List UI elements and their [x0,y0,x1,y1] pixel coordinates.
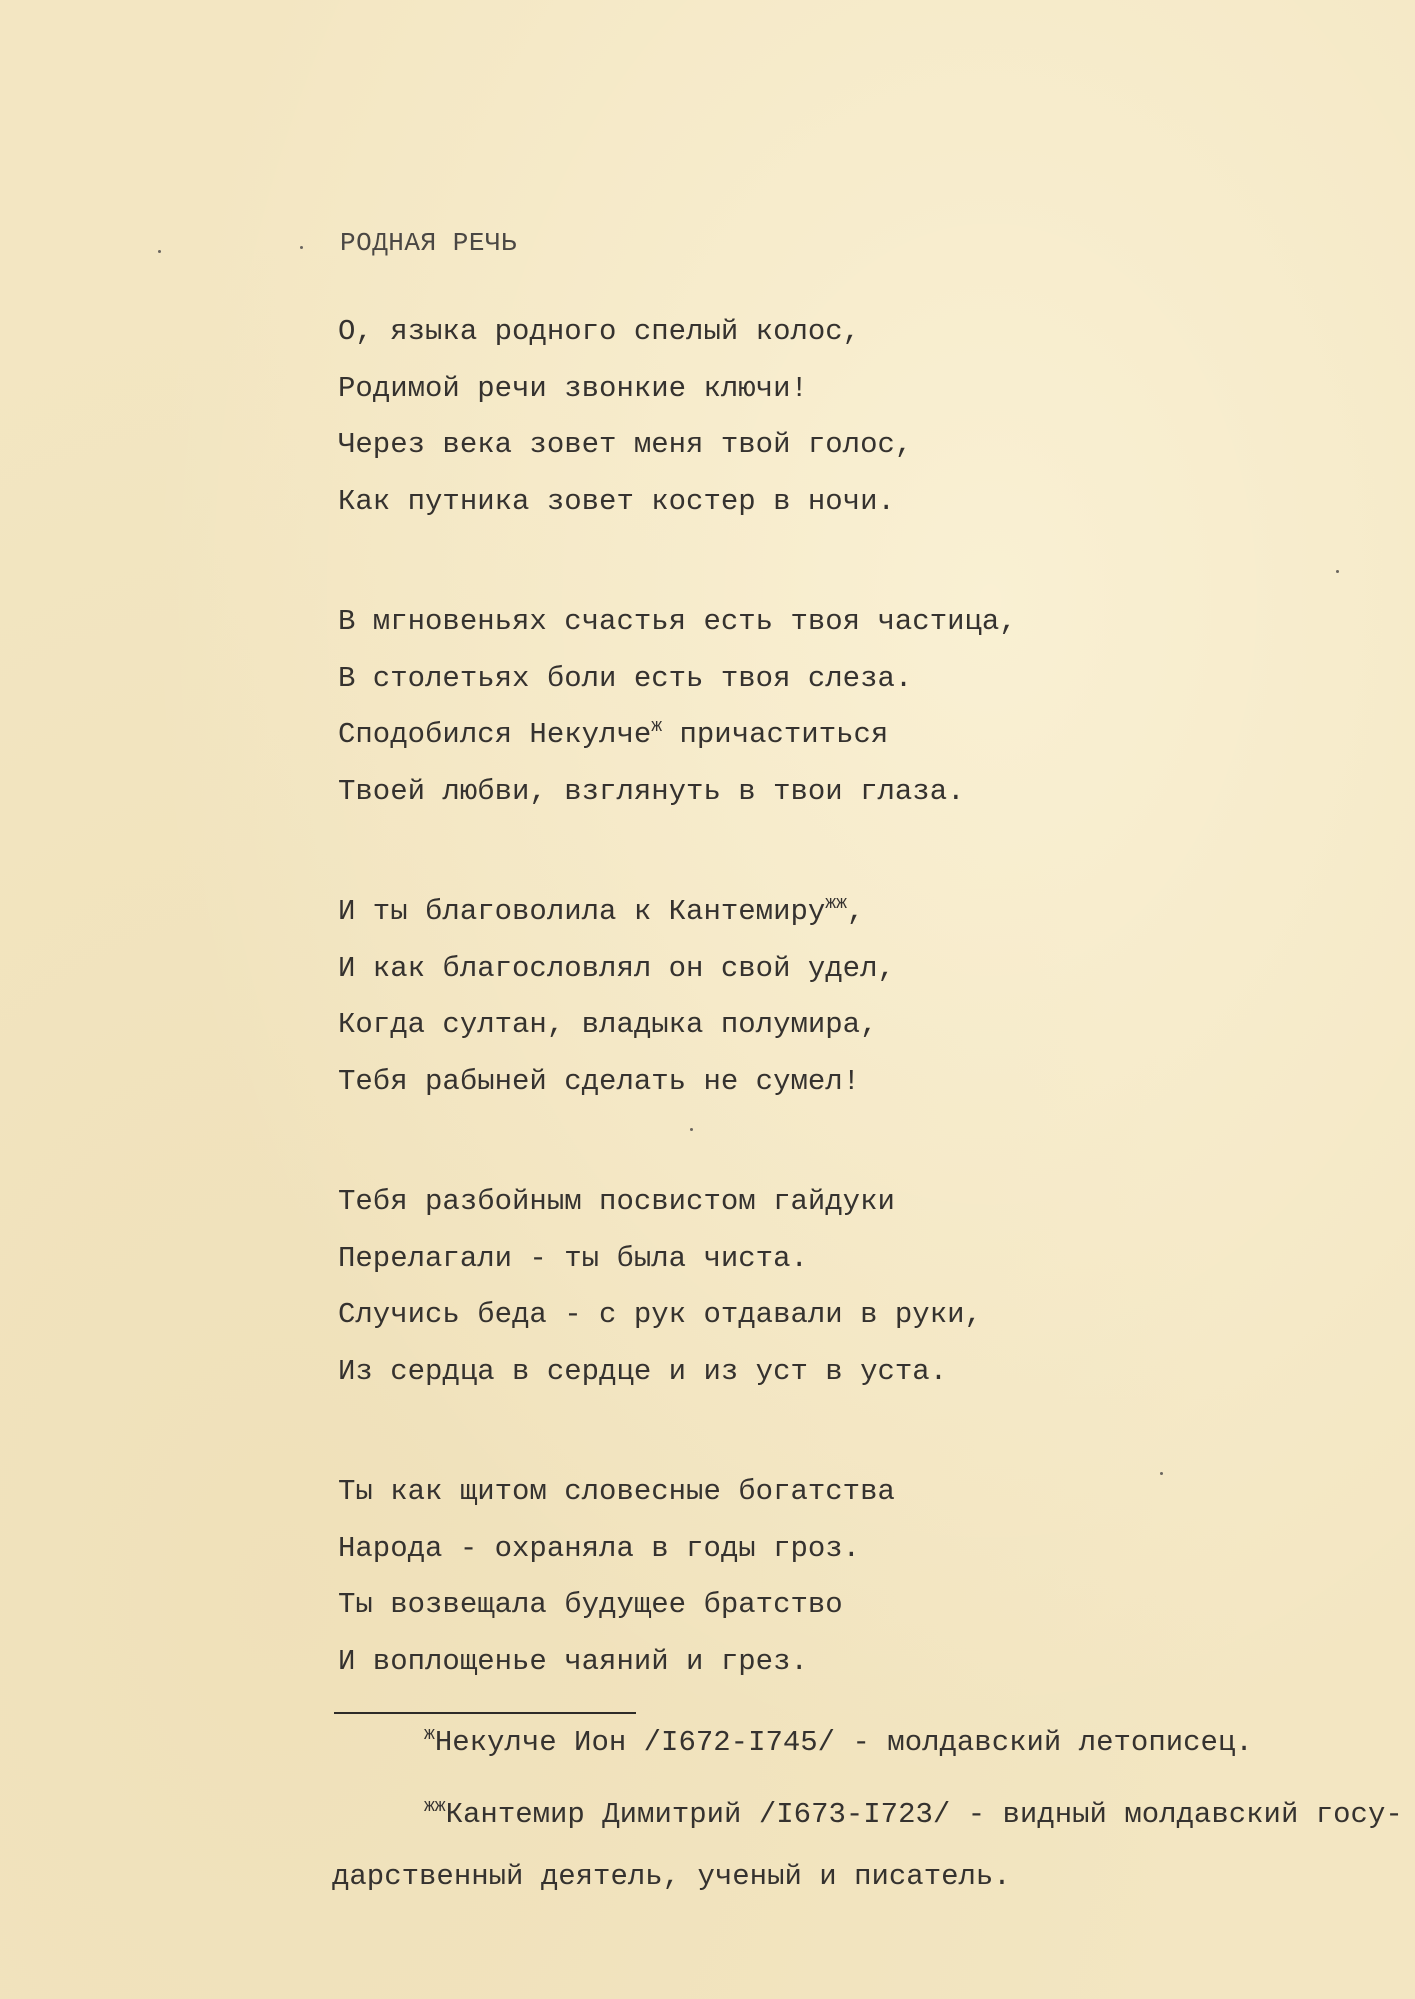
stanza-4 [338,1174,1338,1400]
poem-title: РОДНАЯ РЕЧЬ [340,228,518,258]
footnote-marker: жж [424,1797,446,1817]
poem-line: Из сердца в сердце и из уст в уста. [338,1354,948,1388]
line-text: И ты благоволила к Кантемиру [338,895,826,928]
poem-line: Случись беда - с рук отдавали в руки, [338,1298,982,1331]
poem-line: Тебя рабыней сделать не сумел! [338,1064,861,1098]
footnote-marker: ж [424,1725,435,1745]
paper-speck [300,246,303,249]
footnote-text: Некулче Ион /I672-I745/ - молдавский летописец. [434,1726,1253,1759]
line-text: , [846,895,865,928]
footnote-2-continuation: дарственный деятель, ученый и писатель. [332,1860,1011,1893]
poem-line: Твоей любви, взглянуть в твои глаза. [338,774,965,808]
poem-body [338,304,1338,1754]
poem-line: Народа - охраняла в годы гроз. [338,1531,861,1565]
poem-line: Ты как щитом словесные богатства [338,1475,895,1508]
paper-speck [690,1128,693,1131]
poem-line: Ты возвещала будущее братство [338,1588,843,1621]
poem-line: Через века зовет меня твой голос, [338,428,913,461]
poem-line: Родимой речи звонкие ключи! [338,371,808,405]
stanza-1 [338,304,1338,530]
poem-line: В мгновеньях счастья есть твоя частица, [338,605,1017,638]
paper-speck [158,250,161,253]
footnote-marker: жж [825,894,847,914]
poem-line: Тебя разбойным посвистом гайдуки [338,1185,895,1218]
poem-line: Перелагали - ты была чиста. [338,1241,808,1275]
poem-line: В столетьях боли есть твоя слеза. [338,661,913,695]
paper-speck [1336,570,1339,573]
stanza-2 [338,594,1338,820]
poem-line: И воплощенье чаяний и грез. [338,1644,808,1678]
line-text: причаститься [662,718,889,751]
stanza-3 [338,884,1338,1110]
stanza-5 [338,1464,1338,1690]
footnote-1 [424,1718,1253,1768]
poem-line: Когда султан, владыка полумира, [338,1008,878,1041]
poem-line: О, языка родного спелый колос, [338,315,861,348]
line-text: Сподобился Некулче [338,718,652,751]
poem-line-with-footnote [338,707,1338,764]
footnote-2 [424,1790,1415,1840]
poem-line: Как путника зовет костер в ночи. [338,484,895,518]
footnote-divider [334,1712,636,1714]
poem-line-with-footnote [338,884,1338,941]
poem-line: И как благословлял он свой удел, [338,951,895,985]
footnote-text: Кантемир Димитрий /I673-I723/ - видный молдавский госу- [445,1798,1403,1831]
footnote-marker: ж [651,717,663,737]
paper-speck [1160,1472,1163,1475]
